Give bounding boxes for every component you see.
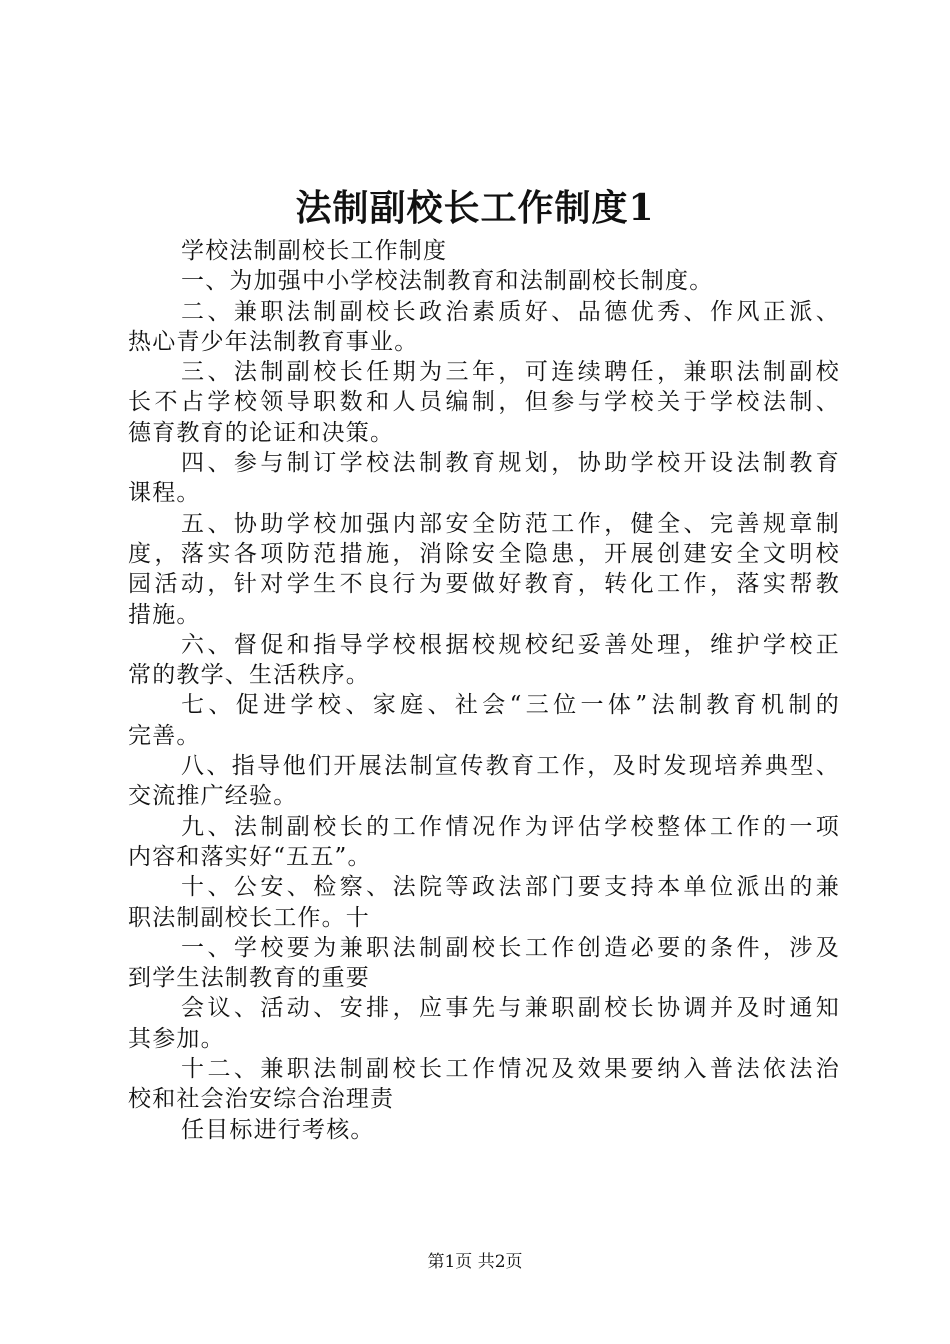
text-line: 二、兼职法制副校长政治素质好、品德优秀、作风正派、 — [181, 298, 840, 325]
text-line: 八、指导他们开展法制宣传教育工作，及时发现培养典型、 — [181, 753, 840, 780]
text-line: 措施。 — [128, 601, 201, 628]
text-line: 十、公安、检察、法院等政法部门要支持本单位派出的兼 — [181, 874, 840, 901]
document-body — [128, 236, 840, 1145]
text-line: 课程。 — [128, 480, 201, 507]
text-line: 热心青少年法制教育事业。 — [128, 328, 419, 355]
text-line: 德育教育的论证和决策。 — [128, 419, 395, 446]
text-line: 会议、活动、安排，应事先与兼职副校长协调并及时通知 — [181, 995, 840, 1022]
text-line: 职法制副校长工作。十 — [128, 904, 370, 931]
text-line: 长不占学校领导职数和人员编制，但参与学校关于学校法制、 — [128, 389, 840, 416]
text-line: 其参加。 — [128, 1025, 225, 1052]
page-footer: 第1页 共2页 — [427, 1252, 523, 1272]
text-line: 内容和落实好“五五”。 — [128, 843, 372, 870]
document-title: 法制副校长工作制度1 — [295, 187, 655, 229]
text-line: 校和社会治安综合治理责 — [128, 1086, 395, 1113]
text-line: 交流推广经验。 — [128, 783, 298, 810]
text-line: 学校法制副校长工作制度 — [181, 238, 448, 264]
text-line: 一、为加强中小学校法制教育和法制副校长制度。 — [181, 268, 714, 295]
text-line: 任目标进行考核。 — [181, 1116, 375, 1143]
text-line: 到学生法制教育的重要 — [128, 965, 370, 992]
text-line: 四、参与制订学校法制教育规划，协助学校开设法制教育 — [181, 450, 840, 477]
text-line: 完善。 — [128, 722, 201, 749]
text-line: 六、督促和指导学校根据校规校纪妥善处理，维护学校正 — [181, 631, 840, 658]
text-line: 园活动，针对学生不良行为要做好教育，转化工作，落实帮教 — [128, 571, 840, 598]
text-line: 三、法制副校长任期为三年，可连续聘任，兼职法制副校 — [181, 359, 840, 386]
text-line: 五、协助学校加强内部安全防范工作，健全、完善规章制 — [181, 510, 840, 537]
text-line: 十二、兼职法制副校长工作情况及效果要纳入普法依法治 — [181, 1056, 840, 1083]
text-line: 常的教学、生活秩序。 — [128, 662, 370, 689]
text-line: 度，落实各项防范措施，消除安全隐患，开展创建安全文明校 — [128, 540, 840, 567]
text-line: 九、法制副校长的工作情况作为评估学校整体工作的一项 — [181, 813, 840, 840]
text-line: 七、促进学校、家庭、社会“三位一体”法制教育机制的 — [181, 692, 840, 719]
text-line: 一、学校要为兼职法制副校长工作创造必要的条件，涉及 — [181, 934, 840, 961]
